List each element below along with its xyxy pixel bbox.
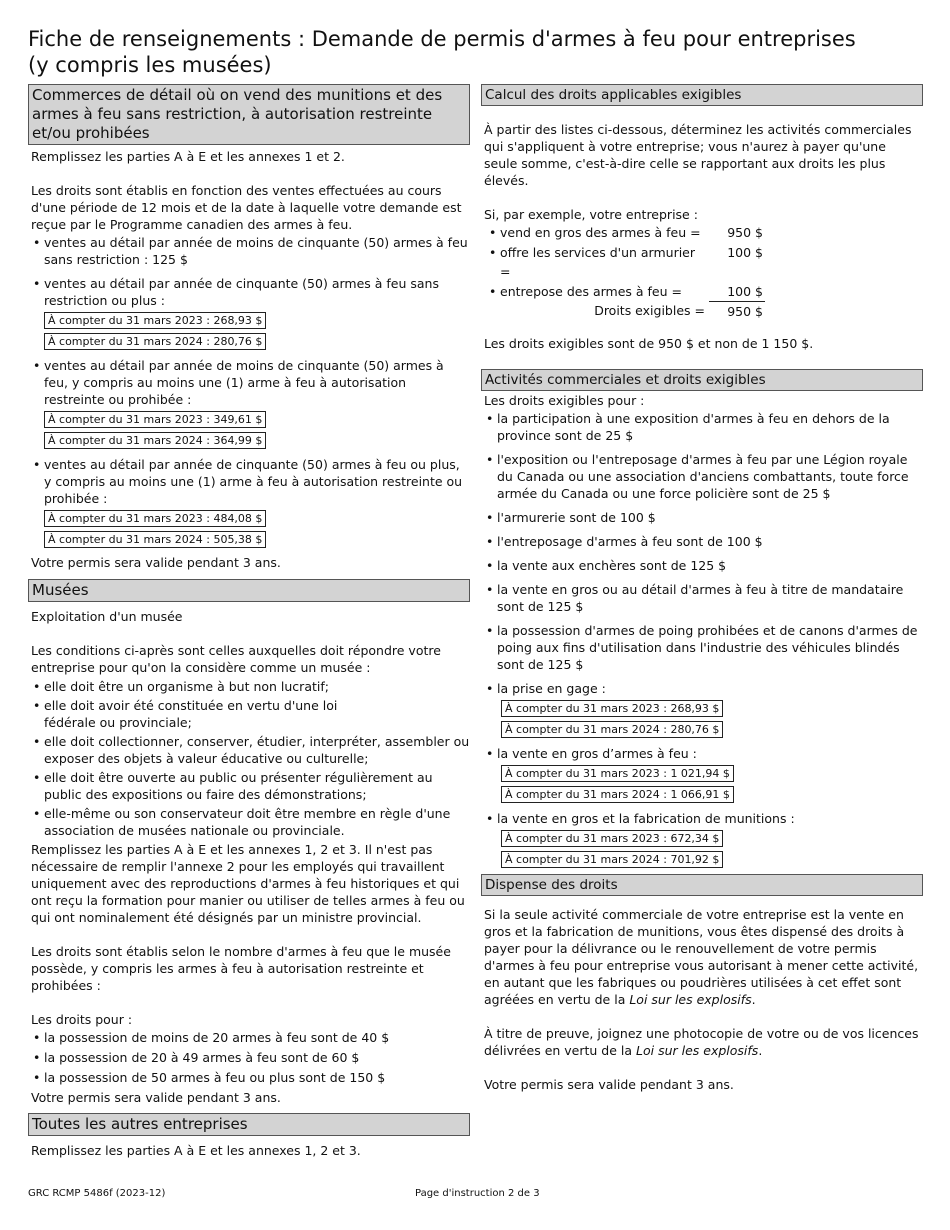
rate-box: À compter du 31 mars 2023 : 268,93 $ [501,700,723,717]
retail-item-text: ventes au détail par année de moins de cinquante (50) armes à feu, y compris au moins une (1) arme à feu à autorisation restreinte ou prohibée : [44,358,444,407]
example-label: • offre les services d'un armurier = [484,243,709,282]
rate-box: À compter du 31 mars 2024 : 280,76 $ [44,333,266,350]
rate-box: À compter du 31 mars 2024 : 1 066,91 $ [501,786,734,803]
activity-item [481,410,923,444]
rate-box: À compter du 31 mars 2024 : 364,99 $ [44,432,266,449]
museums-heading: Musées [28,579,470,602]
activity-text: la vente en gros et la fabrication de munitions : [497,811,795,826]
activity-item [481,622,923,673]
form-number: GRC RCMP 5486f (2023-12) [28,1188,166,1199]
rate-box: À compter du 31 mars 2024 : 280,76 $ [501,721,723,738]
others-heading: Toutes les autres entreprises [28,1113,470,1136]
museum-condition: • elle doit collectionner, conserver, étudier, interpréter, assembler ou exposer des objets à valeur éducative ou culturelle; [28,733,470,767]
activity-text: la prise en gage : [497,681,606,696]
retail-validity: Votre permis sera valide pendant 3 ans. [31,555,281,570]
total-label: Droits exigibles = [594,303,705,318]
activity-text: l'armurerie sont de 100 $ [497,510,656,525]
page-title [28,26,908,78]
activity-text: l'exposition ou l'entreposage d'armes à feu par une Légion royale du Canada ou une association d'anciens combattants, toute force armée du Canada ou une force policière sont de 25 $ [497,452,909,501]
rate-box: À compter du 31 mars 2024 : 505,38 $ [44,531,266,548]
rate-box: À compter du 31 mars 2023 : 1 021,94 $ [501,765,734,782]
waiver-para2: À titre de preuve, joignez une photocopie de votre ou de vos licences délivrées en vertu de la Loi sur les explosifs. [484,1026,919,1058]
museum-validity: Votre permis sera valide pendant 3 ans. [31,1090,281,1105]
museum-complete: Remplissez les parties A à E et les annexes 1, 2 et 3. Il n'est pas nécessaire de remplir l'annexe 2 pour les employés qui travaillent uniquement avec des reproductions d'armes à feu historiques et qui ont reçu la formation pour manier ou utiliser de telles armes à feu ou qui ont nominalement été désignés par un ministre provincial. [31,842,465,925]
activity-text: la vente aux enchères sont de 125 $ [497,558,727,573]
museum-fees-intro: Les droits pour : [31,1012,133,1027]
others-text: Remplissez les parties A à E et les annexes 1, 2 et 3. [31,1143,361,1158]
example-amount: 100 $ [727,244,763,260]
example-table [484,223,923,321]
museum-condition: • elle doit être ouverte au public ou présenter régulièrement au public des expositions ou faire des démonstrations; [28,769,470,803]
museum-fees-basis: Les droits sont établis selon le nombre d'armes à feu que le musée possède, y compris les armes à feu à autorisation restreinte et prohibées : [31,944,451,993]
example-amount: 100 $ [727,283,763,299]
retail-fees-basis: Les droits sont établis en fonction des ventes effectuées au cours d'une période de 12 mois et de la date à laquelle votre demande est reçue par le Programme canadien des armes à feu. [31,183,462,232]
calc-heading: Calcul des droits applicables exigibles [481,84,923,106]
activities-intro: Les droits exigibles pour : [484,393,645,408]
museum-fee: • la possession de 50 armes à feu ou plus sont de 150 $ [28,1069,470,1086]
rate-box: À compter du 31 mars 2023 : 484,08 $ [44,510,266,527]
calc-section [481,84,923,352]
page-title-line1: Fiche de renseignements : Demande de permis d'armes à feu pour entreprises [28,27,856,51]
museum-fee: • la possession de moins de 20 armes à feu sont de 40 $ [28,1029,470,1046]
waiver-validity: Votre permis sera valide pendant 3 ans. [484,1077,734,1092]
activities-heading: Activités commerciales et droits exigibles [481,369,923,391]
waiver-heading: Dispense des droits [481,874,923,896]
page-title-line2: (y compris les musées) [28,53,272,77]
museum-conditions-intro: Les conditions ci-après sont celles auxquelles doit répondre votre entreprise pour qu'on la considère comme un musée : [31,643,441,675]
retail-item [28,456,470,551]
retail-item [28,357,470,452]
retail-item [28,275,470,353]
page-number: Page d'instruction 2 de 3 [415,1188,540,1199]
activity-item [481,509,923,526]
others-section [28,1113,470,1159]
total-amount: 950 $ [709,301,765,321]
retail-heading: Commerces de détail où on vend des munitions et des armes à feu sans restriction, à autorisation restreinte et/ou prohibées [28,84,470,145]
waiver-section [481,874,923,1093]
rate-box: À compter du 31 mars 2023 : 268,93 $ [44,312,266,329]
left-column [28,84,470,1159]
calc-conclusion: Les droits exigibles sont de 950 $ et non de 1 150 $. [484,336,814,351]
museum-condition: • elle doit avoir été constituée en vertu d'une loi fédérale ou provinciale; [28,697,470,731]
retail-item-text: ventes au détail par année de cinquante (50) armes à feu sans restriction ou plus : [44,276,439,308]
activity-text: la possession d'armes de poing prohibées et de canons d'armes de poing aux fins d'utilisation dans l'industrie des véhicules blindés sont de 125 $ [497,623,918,672]
museum-condition: • elle doit être un organisme à but non lucratif; [28,678,470,695]
activity-item [481,557,923,574]
law-reference: Loi sur les explosifs [629,992,752,1007]
example-label: • entrepose des armes à feu = [484,282,709,302]
retail-item-text: ventes au détail par année de moins de cinquante (50) armes à feu sans restriction : 125 $ [44,235,468,267]
calc-example-intro: Si, par exemple, votre entreprise : [484,207,698,222]
calc-intro: À partir des listes ci-dessous, déterminez les activités commerciales qui s'appliquent à votre entreprise; vous n'aurez à payer qu'une seule somme, c'est-à-dire celle se rapportant aux droits les plus élevés. [484,122,912,188]
activity-item [481,745,923,806]
retail-item [28,234,470,268]
activity-text: l'entreposage d'armes à feu sont de 100 $ [497,534,763,549]
activity-text: la participation à une exposition d'armes à feu en dehors de la province sont de 25 $ [497,411,890,443]
rate-box: À compter du 31 mars 2024 : 701,92 $ [501,851,723,868]
activity-item [481,680,923,741]
law-reference: Loi sur les explosifs [636,1043,759,1058]
museum-condition: • elle-même ou son conservateur doit être membre en règle d'une association de musées nationale ou provinciale. [28,805,470,839]
activity-item [481,581,923,615]
activity-text: la vente en gros ou au détail d'armes à feu à titre de mandataire sont de 125 $ [497,582,904,614]
activity-item [481,533,923,550]
activity-item [481,451,923,502]
museum-operation: Exploitation d'un musée [31,609,183,624]
example-label: • vend en gros des armes à feu = [484,223,709,243]
example-amount: 950 $ [727,225,763,240]
museum-fee: • la possession de 20 à 49 armes à feu sont de 60 $ [28,1049,470,1066]
activity-item [481,810,923,871]
museums-section [28,579,470,1106]
retail-section [28,84,470,571]
retail-item-text: ventes au détail par année de cinquante (50) armes à feu ou plus, y compris au moins une (1) arme à feu à autorisation restreinte ou prohibée : [44,457,463,506]
right-column [481,84,923,1093]
rate-box: À compter du 31 mars 2023 : 672,34 $ [501,830,723,847]
waiver-para1: Si la seule activité commerciale de votre entreprise est la vente en gros et la fabrication de munitions, vous êtes dispensé des droits à payer pour la délivrance ou le renouvellement de votre permis d'armes à feu pour entreprise vous autorisant à mener cette activité, en autant que les fabriques ou poudrières utilisées à cet effet sont agréées en vertu de la Loi sur les explosifs. [484,907,919,1007]
rate-box: À compter du 31 mars 2023 : 349,61 $ [44,411,266,428]
retail-intro: Remplissez les parties A à E et les annexes 1 et 2. [31,149,345,164]
activity-text: la vente en gros d’armes à feu : [497,746,697,761]
activities-section [481,369,923,871]
